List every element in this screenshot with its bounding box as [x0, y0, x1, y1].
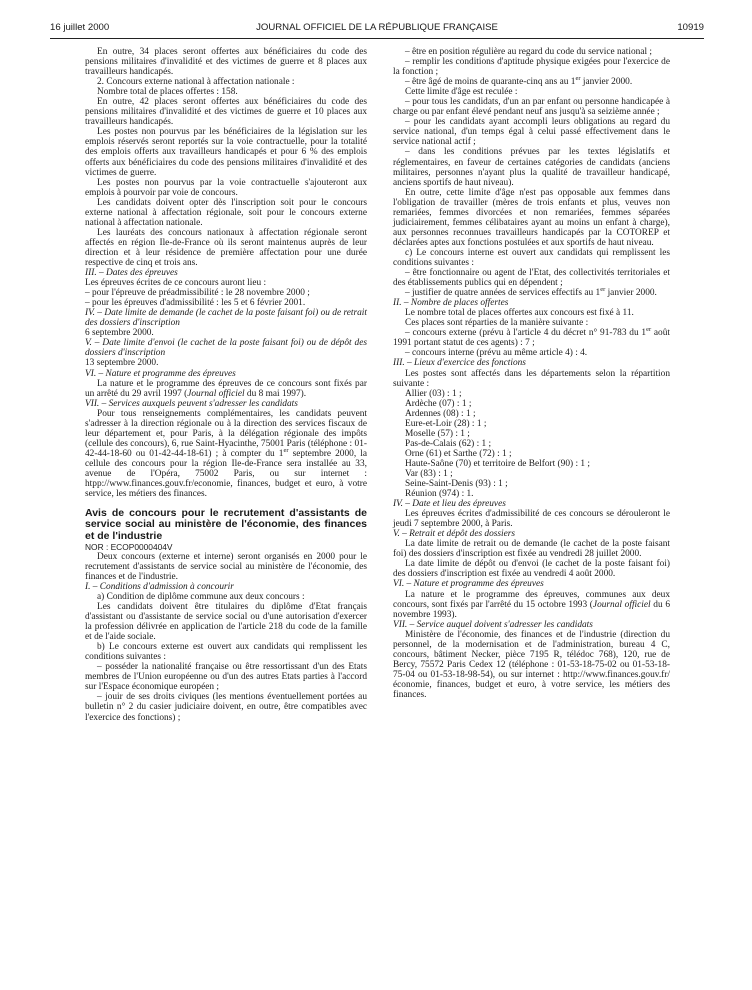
department-item: Ardennes (08) : 1 ;	[405, 408, 476, 419]
section-heading: III. – Lieux d'exercice des fonctions	[393, 358, 526, 369]
department-item: Allier (03) : 1 ;	[405, 388, 462, 399]
list-item: – concours externe (prévu à l'article 4 du décret n° 91-783 du 1er août 1991 portant statut de ces agents) : 7 ;	[393, 326, 670, 349]
section-heading: VII. – Services auxquels peuvent s'adresser les candidats	[85, 398, 298, 409]
section-heading: IV. – Date et lieu des épreuves	[393, 499, 506, 510]
paragraph: Ministère de l'économie, des finances et de l'industrie (direction du personnel, de la modernisation et de l'administration, bureau 4 C, concours, bâtiment Necker, pièce 7195 R, télédoc 768), 120, rue de Bercy, 75572 Paris Cedex 12 (téléphone : 01-53-18-75-02 ou 01-53-18-75-04 ou 01-53-18-98-54), ou sur internet : http://www.finances.gouv.fr/ économie, finances, budget et euro, à votre service, les métiers des finances.	[393, 629, 670, 700]
list-item: – pour les épreuves d'admissibilité : les 5 et 6 février 2001.	[85, 298, 306, 309]
department-item: Ardèche (07) : 1 ;	[405, 398, 472, 409]
section-heading: III. – Dates des épreuves	[85, 268, 178, 279]
department-item: Réunion (974) : 1.	[405, 489, 474, 500]
list-item: – pour les candidats ayant accompli leurs obligations au regard du service national, d'un temps égal à celui passé effectivement dans le service national actif ;	[393, 117, 670, 148]
paragraph: En outre, cette limite d'âge n'est pas opposable aux femmes dans l'obligation de travailler (mères de trois enfants et plus, veuves non remariées, femmes divorcées et non remariées, femmes séparées judiciairement, femmes célibataires ayant au moins un enfant à charge), aux personnes reconnues travailleurs handicapés par la COTOREP et déclarées aptes aux fonctions postulées et aux sportifs de haut niveau.	[393, 187, 670, 248]
list-item: – remplir les conditions d'aptitude physique exigées pour l'exercice de la fonction ;	[393, 57, 670, 78]
section-heading: VI. – Nature et programme des épreuves	[393, 579, 544, 590]
paragraph: En outre, 34 places seront offertes aux bénéficiaires du code des pensions militaires d'invalidité et des victimes de guerre et 8 places aux travailleurs handicapés.	[85, 47, 367, 78]
department-item: Haute-Saône (70) et territoire de Belfort (90) : 1 ;	[405, 458, 590, 469]
paragraph: Le nombre total de places offertes aux concours est fixé à 11.	[405, 308, 634, 319]
nor-reference: NOR : ECOP0000404V	[85, 541, 173, 552]
section-heading: V. – Retrait et dépôt des dossiers	[393, 529, 516, 540]
paragraph: La nature et le programme des épreuves, communes aux deux concours, sont fixés par l'arrêté du 15 octobre 1993 (Journal officiel du 6 novembre 1993).	[393, 589, 671, 620]
list-item: – dans les conditions prévues par les textes législatifs et réglementaires, en faveur de certaines catégories de candidats (anciens militaires, personnes n'ayant plus la qualité de travailleur handicapé, anciens sportifs de haut niveau).	[393, 147, 670, 188]
paragraph: Cette limite d'âge est reculée :	[405, 87, 518, 98]
left-column	[85, 47, 367, 723]
paragraph: La date limite de dépôt ou d'envoi (le cachet de la poste faisant foi) des dossiers d'inscription est fixée au vendredi 4 août 2000.	[393, 559, 670, 580]
paragraph: 2. Concours externe national à affectation nationale :	[97, 77, 295, 88]
header-rule	[50, 38, 704, 39]
paragraph: La date limite de retrait ou de demande (le cachet de la poste faisant foi) des dossiers d'inscription est fixée au vendredi 28 juillet 2000.	[393, 539, 670, 560]
department-item: Orne (61) et Sarthe (72) : 1 ;	[405, 448, 512, 459]
paragraph: 6 septembre 2000.	[85, 328, 154, 339]
section-heading: IV. – Date limite de demande (le cachet de la poste faisant foi) ou de retrait des dossiers d'inscription	[85, 308, 367, 329]
list-item: – être âgé de moins de quarante-cinq ans au 1er janvier 2000.	[405, 75, 633, 88]
paragraph: Pour tous renseignements complémentaires, les candidats peuvent s'adresser à la direction régionale ou à la direction des services fiscaux de leur département et, pour Paris, à la délégation régionale des impôts (cellule des concours), 6, rue Saint-Hyacinthe, 75001 Paris (téléphone : 01-42-44-18-60 ou 01-42-44-18-61) ; à compter du 1er septembre 2000, la cellule des concours pour la région Ile-de-France sera installée au 33, avenue de l'Opéra, 75002 Paris, ou sur internet : htpp://www.finances.gouv.fr/economie, finances, budget et euro, à votre service, les métiers des finances.	[85, 408, 367, 500]
paragraph: Les candidats doivent être titulaires du diplôme d'Etat français d'assistant ou d'assistante de service social ou d'une autorisation d'exercer la profession délivrée en application de l'article 218 du code de la famille et de l'aide sociale.	[85, 602, 367, 643]
list-item: – pour tous les candidats, d'un an par enfant ou personne handicapée à charge ou par enfant élevé pendant neuf ans jusqu'à sa seizième année ;	[393, 97, 670, 118]
department-item: Eure-et-Loir (28) : 1 ;	[405, 418, 487, 429]
list-item: – être fonctionnaire ou agent de l'Etat, des collectivités territoriales et des établissements publics qui en dépendent ;	[393, 268, 670, 289]
list-item: – être en position régulière au regard du code du service national ;	[405, 47, 652, 57]
section-heading: V. – Date limite d'envoi (le cachet de la poste faisant foi) ou de dépôt des dossiers d'inscription	[85, 338, 367, 359]
paragraph: Les postes non pourvus par les bénéficiaires de la législation sur les emplois réservés seront reportés sur la voie contractuelle, pour la totalité des emplois offerts aux travailleurs handicapés et pour 6 % des emplois offerts aux bénéficiaires du code des pensions militaires d'invalidité et des victimes de guerre.	[85, 127, 367, 178]
section-heading: II. – Nombre de places offertes	[393, 298, 509, 309]
list-item: – pour l'épreuve de préadmissibilité : le 28 novembre 2000 ;	[85, 288, 310, 299]
header-title: JOURNAL OFFICIEL DE LA RÉPUBLIQUE FRANÇAISE	[256, 22, 498, 33]
list-item: – jouir de ses droits civiques (les mentions éventuellement portées au bulletin n° 2 du casier judiciaire doivent, en outre, être compatibles avec l'exercice des fonctions) ;	[85, 692, 367, 723]
paragraph: c) Le concours interne est ouvert aux candidats qui remplissent les conditions suivantes :	[393, 247, 670, 268]
department-item: Moselle (57) : 1 ;	[405, 428, 470, 439]
section-heading: VI. – Nature et programme des épreuves	[85, 368, 236, 379]
right-column	[393, 47, 670, 700]
header-page-number: 10919	[677, 22, 704, 33]
paragraph: a) Condition de diplôme commune aux deux concours :	[97, 591, 305, 602]
paragraph: b) Le concours externe est ouvert aux candidats qui remplissent les conditions suivantes :	[85, 642, 367, 663]
paragraph: Nombre total de places offertes : 158.	[97, 87, 238, 98]
list-item: – justifier de quatre années de services effectifs au 1er janvier 2000.	[405, 286, 657, 299]
section-heading: I. – Conditions d'admission à concourir	[85, 581, 234, 592]
paragraph: En outre, 42 places seront offertes aux bénéficiaires du code des pensions militaires d'invalidité et des victimes de guerre et 10 places aux travailleurs handicapés.	[85, 97, 367, 128]
paragraph: Deux concours (externe et interne) seront organisés en 2000 pour le recrutement d'assistants de service social au ministère de l'économie, des finances et de l'industrie.	[85, 551, 367, 582]
header-date: 16 juillet 2000	[50, 22, 110, 33]
list-item: – concours interne (prévu au même article 4) : 4.	[405, 348, 588, 359]
list-item: – posséder la nationalité française ou être ressortissant d'un des Etats membres de l'Union européenne ou d'un des autres Etats parties à l'accord sur l'Espace économique européen ;	[85, 662, 367, 693]
paragraph: Les candidats doivent opter dès l'inscription soit pour le concours externe national à affectation régionale, soit pour le concours externe national à affectation nationale.	[85, 197, 367, 228]
paragraph: Les postes sont affectés dans les départements selon la répartition suivante :	[393, 368, 670, 389]
department-item: Seine-Saint-Denis (93) : 1 ;	[405, 479, 508, 490]
paragraph: Les épreuves écrites d'admissibilité de ces concours se dérouleront le jeudi 7 septembre 2000, à Paris.	[393, 509, 670, 530]
paragraph: Ces places sont réparties de la manière suivante :	[405, 318, 589, 329]
department-item: Var (83) : 1 ;	[405, 468, 453, 479]
paragraph: Les lauréats des concours nationaux à affectation régionale seront affectés en région Ile-de-France où ils seront maintenus auprès de leur direction et à leur résidence de première affectation pour une durée respective de cinq et trois ans.	[85, 227, 367, 268]
paragraph: Les postes non pourvus par la voie contractuelle s'ajouteront aux emplois à pourvoir par voie de concours.	[85, 177, 367, 198]
section-heading: VII. – Service auquel doivent s'adresser les candidats	[393, 619, 593, 630]
page-header	[50, 22, 704, 36]
paragraph: 13 septembre 2000.	[85, 358, 159, 369]
department-item: Pas-de-Calais (62) : 1 ;	[405, 438, 492, 449]
paragraph: Les épreuves écrites de ce concours auront lieu :	[85, 278, 267, 289]
notice-title: Avis de concours pour le recrutement d'assistants de service social au ministère de l'économie, des finances et de l'industrie	[85, 507, 367, 542]
paragraph: La nature et le programme des épreuves de ce concours sont fixés par un arrêté du 29 avril 1997 (Journal officiel du 8 mai 1997).	[85, 378, 367, 399]
